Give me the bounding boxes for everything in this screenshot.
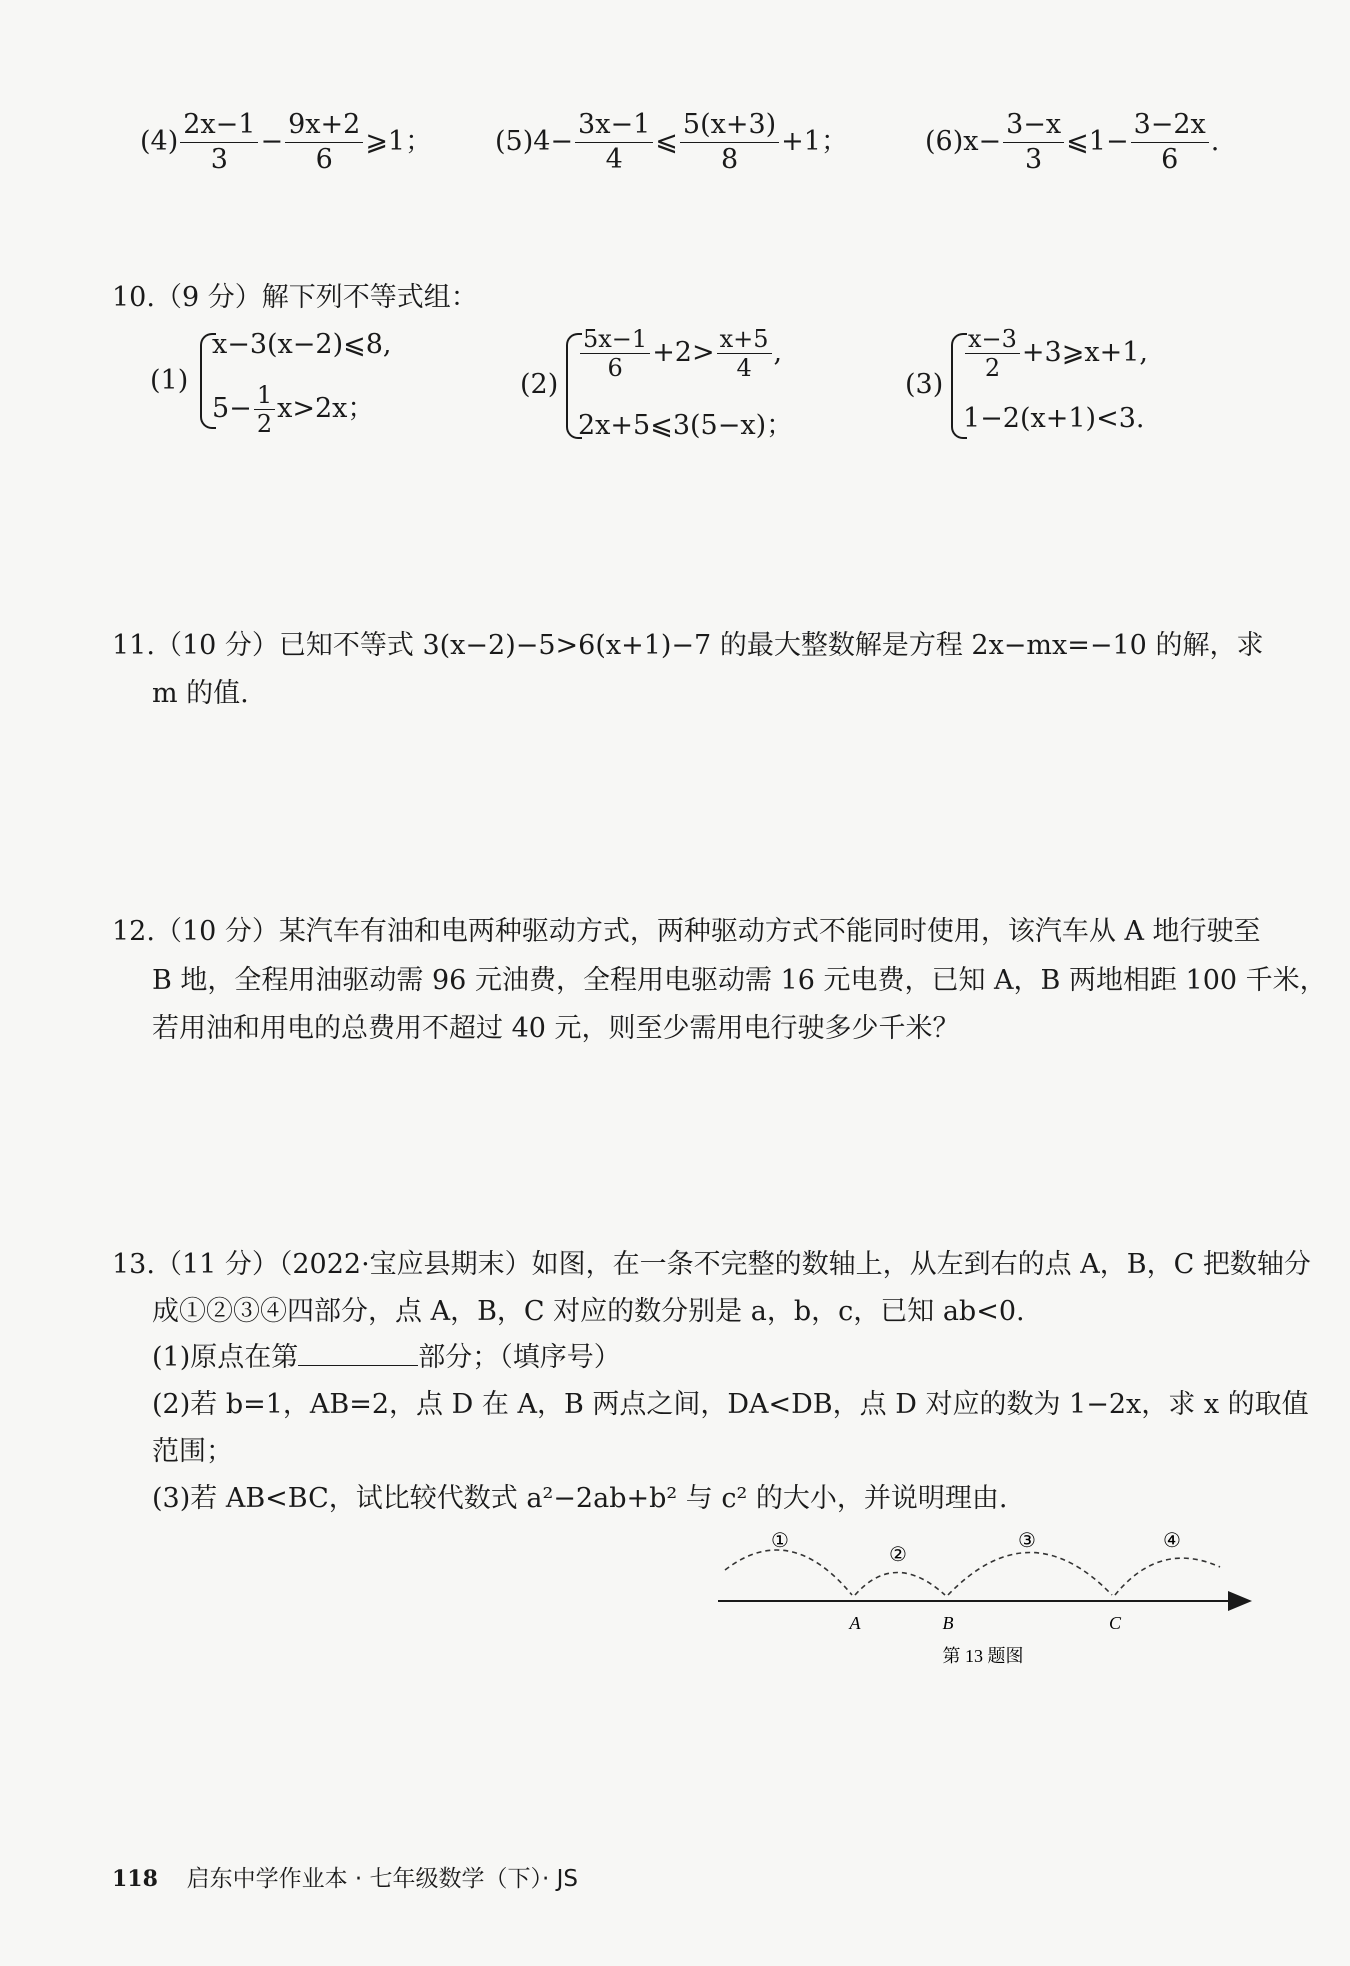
region-label-1: ① [771, 1530, 789, 1552]
q9-part-5: (5)4− $\frac{3x-1}{4}$ ⩽ $\frac{5(x+3)}{8}$ +1； [495, 109, 848, 175]
fraction: $\frac{9x+2}{6}$ [285, 108, 363, 177]
fraction: $\frac{3x-1}{4}$ [575, 108, 653, 177]
fraction: $\frac{3-x}{3}$ [1003, 108, 1064, 177]
q12-line-1: 12.（10 分）某汽车有油和电两种驱动方式，两种驱动方式不能同时使用，该汽车从 A 地行驶至 [112, 916, 1261, 947]
fraction: $\frac{x-3}{2}$ [965, 325, 1020, 382]
region-label-4: ④ [1163, 1530, 1181, 1552]
point-label-b: B [942, 1613, 954, 1633]
fraction: $\frac{5x-1}{6}$ [580, 325, 650, 382]
q11-line-1: 11.（10 分）已知不等式 3(x−2)−5>6(x+1)−7 的最大整数解是方程 2x−mx=−10 的解，求 [112, 630, 1264, 661]
q12-line-2: B 地，全程用油驱动需 96 元油费，全程用电驱动需 16 元电费，已知 A，B 两地相距 100 千米， [152, 965, 1327, 996]
book-title: 启东中学作业本 · 七年级数学（下）· JS [186, 1866, 579, 1892]
q13-line-1: 13.（11 分）（2022·宝应县期末）如图，在一条不完整的数轴上，从左到右的点 A，B，C 把数轴分 [112, 1249, 1311, 1280]
q13-line-3: (1)原点在第 部分；（填序号） [152, 1342, 621, 1373]
q10-system-3: (3) $\frac{x-3}{2}$ +3⩾x+1, 1−2(x+1)<3. [905, 325, 1225, 445]
q13-line-5: 范围； [152, 1436, 233, 1467]
fraction: $\frac{5(x+3)}{8}$ [680, 108, 779, 177]
point-label-c: C [1108, 1613, 1122, 1633]
page-footer [112, 1860, 578, 1893]
q11-line-2: m 的值. [152, 678, 249, 709]
q13-line-4: (2)若 b=1，AB=2，点 D 在 A，B 两点之间，DA<DB，点 D 对应的数为 1−2x，求 x 的取值 [152, 1389, 1309, 1420]
q13-line-6: (3)若 AB<BC，试比较代数式 a²−2ab+b² 与 c² 的大小，并说明理由. [152, 1483, 1008, 1514]
q12-line-3: 若用油和用电的总费用不超过 40 元，则至少需用电行驶多少千米？ [152, 1013, 960, 1044]
fraction: $\frac{x+5}{4}$ [717, 325, 772, 382]
region-label-3: ③ [1018, 1530, 1036, 1552]
answer-blank[interactable] [298, 1341, 418, 1366]
region-1-arc [725, 1550, 852, 1595]
region-4-arc [1115, 1558, 1220, 1595]
q13-line-2: 成①②③④四部分，点 A，B，C 对应的数分别是 a，b，c，已知 ab<0. [152, 1296, 1025, 1327]
q9-part-4: (4) $\frac{2x-1}{3}$ − $\frac{9x+2}{6}$ ⩾1； [140, 109, 433, 175]
fraction: $\frac{2x-1}{3}$ [180, 108, 258, 177]
region-label-2: ② [889, 1544, 907, 1566]
q10-system-2: (2) $\frac{5x-1}{6}$ +2> $\frac{x+5}{4}$ , 2x+5⩽3(5−x)； [520, 325, 794, 441]
number-line-figure [700, 1525, 1270, 1675]
fraction: $\frac{3-2x}{6}$ [1131, 108, 1209, 177]
q9-part-6: (6)x− $\frac{3-x}{3}$ ⩽1− $\frac{3-2x}{6}$ . [925, 109, 1220, 175]
figure-caption: 第 13 题图 [942, 1646, 1024, 1666]
page-number: 118 [112, 1866, 158, 1892]
q10-title: 10.（9 分）解下列不等式组： [112, 282, 478, 313]
fraction: $\frac{1}{2}$ [254, 381, 275, 438]
region-2-arc [855, 1573, 945, 1596]
q10-system-1: (1) x−3(x−2)⩽8, 5− $\frac{1}{2}$ x>2x； [150, 329, 392, 438]
region-3-arc [948, 1553, 1112, 1596]
point-label-a: A [849, 1613, 861, 1633]
